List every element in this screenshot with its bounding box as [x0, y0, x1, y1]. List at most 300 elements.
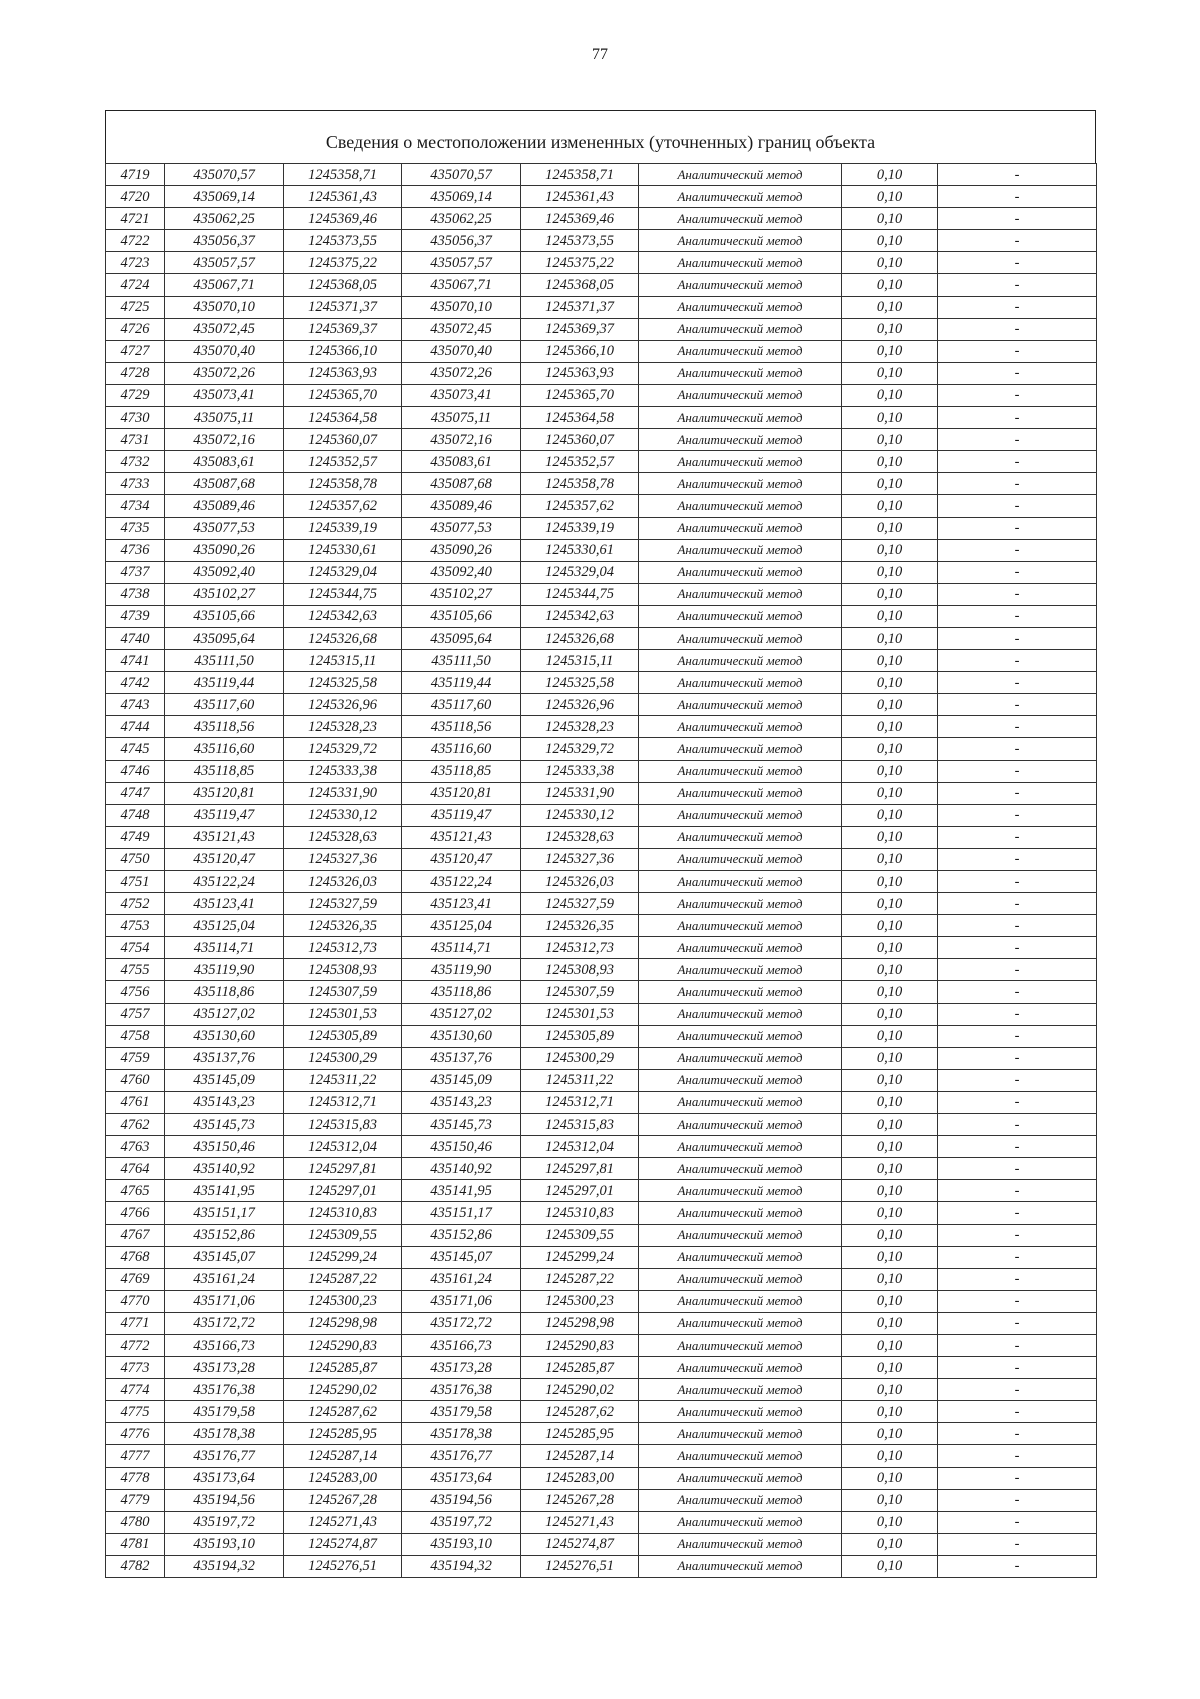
existing-x-cell: 435116,60: [165, 738, 284, 760]
description-cell: -: [938, 318, 1097, 340]
existing-x-cell: 435130,60: [165, 1025, 284, 1047]
existing-y-cell: 1245352,57: [284, 451, 402, 473]
table-row: [106, 1511, 1097, 1533]
new-x-cell: 435092,40: [402, 561, 521, 583]
new-x-cell: 435123,41: [402, 893, 521, 915]
accuracy-cell: 0,10: [842, 1246, 938, 1268]
point-number-cell: 4760: [106, 1069, 165, 1091]
new-x-cell: 435121,43: [402, 826, 521, 848]
method-cell: Аналитический метод: [639, 362, 842, 384]
existing-y-cell: 1245326,96: [284, 694, 402, 716]
description-cell: -: [938, 1312, 1097, 1334]
method-cell: Аналитический метод: [639, 296, 842, 318]
existing-x-cell: 435105,66: [165, 605, 284, 627]
method-cell: Аналитический метод: [639, 561, 842, 583]
table-title: Сведения о местоположении измененных (уточненных) границ объекта: [105, 110, 1096, 163]
method-cell: Аналитический метод: [639, 1180, 842, 1202]
method-cell: Аналитический метод: [639, 1533, 842, 1555]
existing-y-cell: 1245331,90: [284, 782, 402, 804]
table-row: [106, 362, 1097, 384]
new-x-cell: 435194,32: [402, 1555, 521, 1577]
table-row: [106, 915, 1097, 937]
method-cell: Аналитический метод: [639, 716, 842, 738]
existing-x-cell: 435069,14: [165, 186, 284, 208]
accuracy-cell: 0,10: [842, 804, 938, 826]
point-number-cell: 4777: [106, 1445, 165, 1467]
new-y-cell: 1245369,46: [521, 208, 639, 230]
new-x-cell: 435178,38: [402, 1423, 521, 1445]
accuracy-cell: 0,10: [842, 738, 938, 760]
existing-x-cell: 435150,46: [165, 1136, 284, 1158]
point-number-cell: 4771: [106, 1312, 165, 1334]
point-number-cell: 4723: [106, 252, 165, 274]
description-cell: -: [938, 782, 1097, 804]
description-cell: -: [938, 1357, 1097, 1379]
table-row: [106, 1114, 1097, 1136]
table-row: [106, 1379, 1097, 1401]
point-number-cell: 4757: [106, 1003, 165, 1025]
method-cell: Аналитический метод: [639, 605, 842, 627]
new-y-cell: 1245330,12: [521, 804, 639, 826]
existing-x-cell: 435062,25: [165, 208, 284, 230]
accuracy-cell: 0,10: [842, 1003, 938, 1025]
accuracy-cell: 0,10: [842, 1533, 938, 1555]
new-y-cell: 1245326,96: [521, 694, 639, 716]
accuracy-cell: 0,10: [842, 893, 938, 915]
existing-y-cell: 1245276,51: [284, 1555, 402, 1577]
method-cell: Аналитический метод: [639, 672, 842, 694]
point-number-cell: 4767: [106, 1224, 165, 1246]
existing-y-cell: 1245309,55: [284, 1224, 402, 1246]
new-x-cell: 435062,25: [402, 208, 521, 230]
table-row: [106, 429, 1097, 451]
method-cell: Аналитический метод: [639, 959, 842, 981]
existing-x-cell: 435173,64: [165, 1467, 284, 1489]
new-y-cell: 1245290,02: [521, 1379, 639, 1401]
point-number-cell: 4724: [106, 274, 165, 296]
method-cell: Аналитический метод: [639, 1246, 842, 1268]
accuracy-cell: 0,10: [842, 1334, 938, 1356]
new-x-cell: 435069,14: [402, 186, 521, 208]
existing-x-cell: 435070,40: [165, 340, 284, 362]
table-row: [106, 1224, 1097, 1246]
existing-y-cell: 1245297,81: [284, 1158, 402, 1180]
new-y-cell: 1245330,61: [521, 539, 639, 561]
point-number-cell: 4774: [106, 1379, 165, 1401]
accuracy-cell: 0,10: [842, 959, 938, 981]
method-cell: Аналитический метод: [639, 650, 842, 672]
method-cell: Аналитический метод: [639, 1423, 842, 1445]
new-y-cell: 1245363,93: [521, 362, 639, 384]
description-cell: -: [938, 1511, 1097, 1533]
existing-y-cell: 1245327,36: [284, 848, 402, 870]
table-row: [106, 1246, 1097, 1268]
existing-y-cell: 1245287,14: [284, 1445, 402, 1467]
existing-x-cell: 435121,43: [165, 826, 284, 848]
table-row: [106, 495, 1097, 517]
existing-y-cell: 1245287,62: [284, 1401, 402, 1423]
new-x-cell: 435145,09: [402, 1069, 521, 1091]
description-cell: -: [938, 1091, 1097, 1113]
table-row: [106, 583, 1097, 605]
table-row: [106, 340, 1097, 362]
accuracy-cell: 0,10: [842, 1511, 938, 1533]
description-cell: -: [938, 981, 1097, 1003]
method-cell: Аналитический метод: [639, 1202, 842, 1224]
description-cell: -: [938, 650, 1097, 672]
new-x-cell: 435072,26: [402, 362, 521, 384]
table-row: [106, 627, 1097, 649]
accuracy-cell: 0,10: [842, 716, 938, 738]
new-y-cell: 1245357,62: [521, 495, 639, 517]
existing-y-cell: 1245299,24: [284, 1246, 402, 1268]
new-x-cell: 435145,07: [402, 1246, 521, 1268]
point-number-cell: 4733: [106, 473, 165, 495]
existing-y-cell: 1245290,83: [284, 1334, 402, 1356]
accuracy-cell: 0,10: [842, 1180, 938, 1202]
point-number-cell: 4768: [106, 1246, 165, 1268]
table-row: [106, 1423, 1097, 1445]
accuracy-cell: 0,10: [842, 1202, 938, 1224]
new-x-cell: 435143,23: [402, 1091, 521, 1113]
new-x-cell: 435114,71: [402, 937, 521, 959]
existing-x-cell: 435120,47: [165, 848, 284, 870]
method-cell: Аналитический метод: [639, 318, 842, 340]
table-row: [106, 1091, 1097, 1113]
method-cell: Аналитический метод: [639, 627, 842, 649]
point-number-cell: 4776: [106, 1423, 165, 1445]
accuracy-cell: 0,10: [842, 826, 938, 848]
method-cell: Аналитический метод: [639, 164, 842, 186]
method-cell: Аналитический метод: [639, 1025, 842, 1047]
point-number-cell: 4770: [106, 1290, 165, 1312]
description-cell: -: [938, 429, 1097, 451]
new-y-cell: 1245329,72: [521, 738, 639, 760]
new-y-cell: 1245267,28: [521, 1489, 639, 1511]
new-y-cell: 1245309,55: [521, 1224, 639, 1246]
description-cell: -: [938, 274, 1097, 296]
method-cell: Аналитический метод: [639, 517, 842, 539]
accuracy-cell: 0,10: [842, 1224, 938, 1246]
existing-y-cell: 1245297,01: [284, 1180, 402, 1202]
point-number-cell: 4775: [106, 1401, 165, 1423]
existing-y-cell: 1245290,02: [284, 1379, 402, 1401]
accuracy-cell: 0,10: [842, 627, 938, 649]
point-number-cell: 4764: [106, 1158, 165, 1180]
accuracy-cell: 0,10: [842, 186, 938, 208]
table-row: [106, 804, 1097, 826]
new-x-cell: 435194,56: [402, 1489, 521, 1511]
table-row: [106, 1069, 1097, 1091]
new-x-cell: 435072,16: [402, 429, 521, 451]
table-row: [106, 716, 1097, 738]
existing-x-cell: 435125,04: [165, 915, 284, 937]
existing-y-cell: 1245308,93: [284, 959, 402, 981]
point-number-cell: 4726: [106, 318, 165, 340]
method-cell: Аналитический метод: [639, 230, 842, 252]
table-row: [106, 186, 1097, 208]
existing-x-cell: 435073,41: [165, 384, 284, 406]
point-number-cell: 4722: [106, 230, 165, 252]
page-number: 77: [592, 46, 608, 63]
existing-y-cell: 1245357,62: [284, 495, 402, 517]
new-y-cell: 1245285,87: [521, 1357, 639, 1379]
method-cell: Аналитический метод: [639, 1069, 842, 1091]
table-row: [106, 1533, 1097, 1555]
accuracy-cell: 0,10: [842, 1357, 938, 1379]
accuracy-cell: 0,10: [842, 384, 938, 406]
new-x-cell: 435166,73: [402, 1334, 521, 1356]
new-y-cell: 1245358,78: [521, 473, 639, 495]
existing-y-cell: 1245333,38: [284, 760, 402, 782]
description-cell: -: [938, 1202, 1097, 1224]
point-number-cell: 4782: [106, 1555, 165, 1577]
existing-x-cell: 435087,68: [165, 473, 284, 495]
existing-y-cell: 1245312,73: [284, 937, 402, 959]
existing-y-cell: 1245311,22: [284, 1069, 402, 1091]
new-y-cell: 1245327,36: [521, 848, 639, 870]
new-y-cell: 1245373,55: [521, 230, 639, 252]
table-row: [106, 1136, 1097, 1158]
description-cell: -: [938, 208, 1097, 230]
description-cell: -: [938, 937, 1097, 959]
existing-y-cell: 1245326,68: [284, 627, 402, 649]
existing-x-cell: 435127,02: [165, 1003, 284, 1025]
table-body: [106, 164, 1097, 1578]
existing-y-cell: 1245285,87: [284, 1357, 402, 1379]
existing-y-cell: 1245326,35: [284, 915, 402, 937]
new-y-cell: 1245308,93: [521, 959, 639, 981]
new-y-cell: 1245285,95: [521, 1423, 639, 1445]
accuracy-cell: 0,10: [842, 1467, 938, 1489]
new-x-cell: 435145,73: [402, 1114, 521, 1136]
accuracy-cell: 0,10: [842, 1489, 938, 1511]
existing-x-cell: 435118,56: [165, 716, 284, 738]
existing-y-cell: 1245369,37: [284, 318, 402, 340]
method-cell: Аналитический метод: [639, 1158, 842, 1180]
new-x-cell: 435151,17: [402, 1202, 521, 1224]
point-number-cell: 4735: [106, 517, 165, 539]
description-cell: -: [938, 1224, 1097, 1246]
existing-y-cell: 1245330,12: [284, 804, 402, 826]
accuracy-cell: 0,10: [842, 1290, 938, 1312]
point-number-cell: 4742: [106, 672, 165, 694]
description-cell: -: [938, 1069, 1097, 1091]
existing-y-cell: 1245298,98: [284, 1312, 402, 1334]
description-cell: -: [938, 1423, 1097, 1445]
table-row: [106, 296, 1097, 318]
existing-y-cell: 1245301,53: [284, 1003, 402, 1025]
new-y-cell: 1245312,73: [521, 937, 639, 959]
new-x-cell: 435111,50: [402, 650, 521, 672]
existing-x-cell: 435090,26: [165, 539, 284, 561]
new-x-cell: 435176,38: [402, 1379, 521, 1401]
existing-y-cell: 1245326,03: [284, 871, 402, 893]
point-number-cell: 4730: [106, 407, 165, 429]
existing-y-cell: 1245325,58: [284, 672, 402, 694]
new-x-cell: 435152,86: [402, 1224, 521, 1246]
existing-y-cell: 1245305,89: [284, 1025, 402, 1047]
point-number-cell: 4746: [106, 760, 165, 782]
new-x-cell: 435118,56: [402, 716, 521, 738]
point-number-cell: 4765: [106, 1180, 165, 1202]
existing-y-cell: 1245312,71: [284, 1091, 402, 1113]
new-x-cell: 435070,10: [402, 296, 521, 318]
method-cell: Аналитический метод: [639, 1224, 842, 1246]
table-row: [106, 274, 1097, 296]
coordinates-table: [105, 163, 1097, 1578]
new-y-cell: 1245342,63: [521, 605, 639, 627]
method-cell: Аналитический метод: [639, 539, 842, 561]
point-number-cell: 4748: [106, 804, 165, 826]
existing-y-cell: 1245315,83: [284, 1114, 402, 1136]
existing-x-cell: 435111,50: [165, 650, 284, 672]
table-row: [106, 981, 1097, 1003]
table-row: [106, 252, 1097, 274]
method-cell: Аналитический метод: [639, 848, 842, 870]
table-row: [106, 1445, 1097, 1467]
existing-y-cell: 1245329,72: [284, 738, 402, 760]
method-cell: Аналитический метод: [639, 495, 842, 517]
new-y-cell: 1245312,71: [521, 1091, 639, 1113]
accuracy-cell: 0,10: [842, 1555, 938, 1577]
new-x-cell: 435072,45: [402, 318, 521, 340]
existing-x-cell: 435117,60: [165, 694, 284, 716]
description-cell: -: [938, 1003, 1097, 1025]
existing-y-cell: 1245287,22: [284, 1268, 402, 1290]
table-row: [106, 539, 1097, 561]
table-row: [106, 937, 1097, 959]
point-number-cell: 4779: [106, 1489, 165, 1511]
table-row: [106, 1555, 1097, 1577]
method-cell: Аналитический метод: [639, 1136, 842, 1158]
table-row: [106, 1180, 1097, 1202]
description-cell: -: [938, 296, 1097, 318]
new-y-cell: 1245310,83: [521, 1202, 639, 1224]
new-x-cell: 435077,53: [402, 517, 521, 539]
point-number-cell: 4738: [106, 583, 165, 605]
new-y-cell: 1245328,63: [521, 826, 639, 848]
new-x-cell: 435119,90: [402, 959, 521, 981]
method-cell: Аналитический метод: [639, 451, 842, 473]
new-x-cell: 435140,92: [402, 1158, 521, 1180]
accuracy-cell: 0,10: [842, 605, 938, 627]
description-cell: -: [938, 495, 1097, 517]
description-cell: -: [938, 252, 1097, 274]
accuracy-cell: 0,10: [842, 495, 938, 517]
existing-x-cell: 435172,72: [165, 1312, 284, 1334]
accuracy-cell: 0,10: [842, 1379, 938, 1401]
description-cell: -: [938, 230, 1097, 252]
new-y-cell: 1245326,68: [521, 627, 639, 649]
method-cell: Аналитический метод: [639, 407, 842, 429]
table-row: [106, 782, 1097, 804]
point-number-cell: 4758: [106, 1025, 165, 1047]
description-cell: -: [938, 539, 1097, 561]
point-number-cell: 4756: [106, 981, 165, 1003]
existing-x-cell: 435176,38: [165, 1379, 284, 1401]
point-number-cell: 4750: [106, 848, 165, 870]
existing-x-cell: 435141,95: [165, 1180, 284, 1202]
point-number-cell: 4749: [106, 826, 165, 848]
new-x-cell: 435105,66: [402, 605, 521, 627]
accuracy-cell: 0,10: [842, 760, 938, 782]
new-x-cell: 435116,60: [402, 738, 521, 760]
method-cell: Аналитический метод: [639, 1401, 842, 1423]
new-x-cell: 435125,04: [402, 915, 521, 937]
existing-x-cell: 435118,86: [165, 981, 284, 1003]
accuracy-cell: 0,10: [842, 1312, 938, 1334]
new-x-cell: 435083,61: [402, 451, 521, 473]
accuracy-cell: 0,10: [842, 1047, 938, 1069]
existing-x-cell: 435173,28: [165, 1357, 284, 1379]
existing-x-cell: 435070,57: [165, 164, 284, 186]
table-row: [106, 473, 1097, 495]
point-number-cell: 4747: [106, 782, 165, 804]
new-x-cell: 435090,26: [402, 539, 521, 561]
point-number-cell: 4753: [106, 915, 165, 937]
new-y-cell: 1245360,07: [521, 429, 639, 451]
new-y-cell: 1245333,38: [521, 760, 639, 782]
method-cell: Аналитический метод: [639, 893, 842, 915]
point-number-cell: 4754: [106, 937, 165, 959]
point-number-cell: 4729: [106, 384, 165, 406]
point-number-cell: 4725: [106, 296, 165, 318]
description-cell: -: [938, 1467, 1097, 1489]
new-x-cell: 435070,57: [402, 164, 521, 186]
existing-x-cell: 435077,53: [165, 517, 284, 539]
existing-x-cell: 435056,37: [165, 230, 284, 252]
existing-x-cell: 435057,57: [165, 252, 284, 274]
new-x-cell: 435087,68: [402, 473, 521, 495]
method-cell: Аналитический метод: [639, 871, 842, 893]
description-cell: -: [938, 848, 1097, 870]
new-x-cell: 435095,64: [402, 627, 521, 649]
accuracy-cell: 0,10: [842, 871, 938, 893]
new-x-cell: 435057,57: [402, 252, 521, 274]
new-y-cell: 1245276,51: [521, 1555, 639, 1577]
existing-x-cell: 435122,24: [165, 871, 284, 893]
new-x-cell: 435150,46: [402, 1136, 521, 1158]
existing-x-cell: 435145,07: [165, 1246, 284, 1268]
new-y-cell: 1245300,23: [521, 1290, 639, 1312]
table-row: [106, 650, 1097, 672]
description-cell: -: [938, 1025, 1097, 1047]
new-y-cell: 1245297,81: [521, 1158, 639, 1180]
existing-y-cell: 1245342,63: [284, 605, 402, 627]
new-x-cell: 435089,46: [402, 495, 521, 517]
existing-x-cell: 435083,61: [165, 451, 284, 473]
point-number-cell: 4755: [106, 959, 165, 981]
new-y-cell: 1245328,23: [521, 716, 639, 738]
description-cell: -: [938, 893, 1097, 915]
table-row: [106, 1357, 1097, 1379]
existing-x-cell: 435166,73: [165, 1334, 284, 1356]
new-y-cell: 1245327,59: [521, 893, 639, 915]
new-x-cell: 435171,06: [402, 1290, 521, 1312]
new-x-cell: 435161,24: [402, 1268, 521, 1290]
existing-x-cell: 435145,09: [165, 1069, 284, 1091]
new-x-cell: 435172,72: [402, 1312, 521, 1334]
point-number-cell: 4761: [106, 1091, 165, 1113]
point-number-cell: 4734: [106, 495, 165, 517]
description-cell: -: [938, 1114, 1097, 1136]
existing-x-cell: 435179,58: [165, 1401, 284, 1423]
existing-x-cell: 435197,72: [165, 1511, 284, 1533]
method-cell: Аналитический метод: [639, 1268, 842, 1290]
point-number-cell: 4743: [106, 694, 165, 716]
accuracy-cell: 0,10: [842, 208, 938, 230]
